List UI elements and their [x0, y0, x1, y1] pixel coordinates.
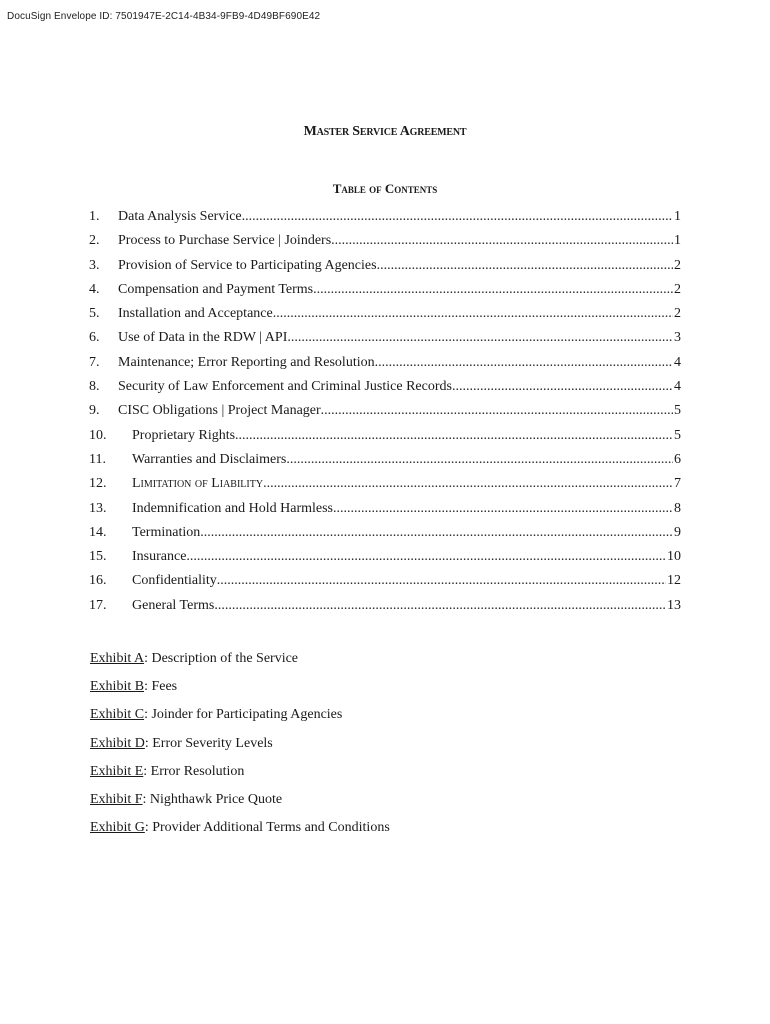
- toc-entry-11[interactable]: [89, 450, 681, 474]
- toc-number: 5.: [89, 306, 100, 322]
- toc-entry-6[interactable]: [89, 328, 681, 352]
- toc-number: 2.: [89, 233, 100, 249]
- toc-number: 16.: [89, 573, 107, 589]
- toc-number: 15.: [89, 549, 107, 565]
- toc-title: CISC Obligations | Project Manager: [118, 403, 321, 419]
- toc-page: 10: [667, 549, 681, 565]
- toc-leader: [263, 474, 673, 494]
- toc-title: Insurance: [132, 549, 187, 565]
- exhibit-d-description: : Error Severity Levels: [144, 735, 273, 751]
- toc-leader: [235, 426, 673, 446]
- exhibit-e-link[interactable]: Exhibit E: [90, 763, 144, 779]
- toc-number: 17.: [89, 597, 107, 613]
- toc-leader: [377, 256, 673, 276]
- toc-leader: [313, 280, 673, 300]
- exhibit-a-description: : Description of the Service: [144, 651, 299, 666]
- toc-page: 4: [674, 379, 681, 395]
- document-title: Master Service Agreement: [303, 124, 467, 139]
- toc-title: Warranties and Disclaimers: [132, 451, 287, 467]
- toc-number: 9.: [89, 403, 100, 419]
- toc-entry-3[interactable]: [89, 256, 681, 280]
- toc-number: 11.: [89, 451, 106, 467]
- toc-leader: [186, 547, 666, 567]
- toc-leader: [287, 328, 673, 348]
- toc-entry-9[interactable]: [89, 401, 681, 425]
- toc-entry-16[interactable]: [89, 571, 681, 595]
- exhibit-d-link[interactable]: Exhibit D: [90, 735, 145, 751]
- toc-entry-5[interactable]: [89, 304, 681, 328]
- toc-title: Termination: [132, 524, 201, 540]
- toc-leader: [286, 450, 673, 470]
- toc-entry-4[interactable]: [89, 280, 681, 304]
- table-of-contents: [89, 207, 681, 620]
- exhibit-g-description: : Provider Additional Terms and Conditions: [144, 820, 390, 836]
- toc-page: 1: [674, 209, 681, 224]
- toc-page: 12: [667, 573, 681, 589]
- toc-title: Proprietary Rights: [132, 427, 236, 443]
- toc-leader: [321, 401, 673, 421]
- toc-title: Data Analysis Service: [118, 209, 242, 224]
- toc-title: Process to Purchase Service | Joinders: [118, 233, 332, 249]
- toc-entry-2[interactable]: [89, 231, 681, 255]
- toc-leader: [242, 207, 673, 227]
- toc-leader: [214, 596, 666, 616]
- toc-leader: [217, 571, 666, 591]
- toc-page: 1: [674, 233, 681, 249]
- toc-page: 7: [674, 476, 681, 492]
- toc-title: Indemnification and Hold Harmless: [132, 500, 334, 516]
- toc-number: 7.: [89, 354, 100, 370]
- exhibit-c: [90, 705, 390, 733]
- toc-leader: [200, 523, 673, 543]
- toc-page: 5: [674, 427, 681, 443]
- toc-number: 6.: [89, 330, 100, 346]
- toc-page: 6: [674, 451, 681, 467]
- exhibit-a-link[interactable]: Exhibit A: [90, 651, 145, 666]
- toc-page: 5: [674, 403, 681, 419]
- toc-entry-12[interactable]: [89, 474, 681, 498]
- toc-entry-14[interactable]: [89, 523, 681, 547]
- exhibit-g: [90, 818, 390, 846]
- toc-entry-15[interactable]: [89, 547, 681, 571]
- toc-page: 13: [667, 597, 681, 613]
- toc-heading: Table of Contents: [332, 181, 438, 196]
- toc-page: 8: [674, 500, 681, 516]
- exhibit-c-description: : Joinder for Participating Agencies: [144, 707, 343, 723]
- toc-entry-7[interactable]: [89, 353, 681, 377]
- toc-page: 2: [674, 257, 681, 273]
- toc-page: 9: [674, 524, 681, 540]
- toc-entry-13[interactable]: [89, 499, 681, 523]
- exhibit-c-link[interactable]: Exhibit C: [90, 707, 145, 723]
- toc-leader: [331, 231, 673, 251]
- exhibit-e-description: : Error Resolution: [143, 763, 245, 779]
- toc-title: Security of Law Enforcement and Criminal Justice Records: [118, 379, 452, 395]
- toc-page: 4: [674, 354, 681, 370]
- toc-number: 8.: [89, 379, 100, 395]
- toc-title: Limitation of Liability: [132, 476, 264, 492]
- exhibit-f: [90, 790, 390, 818]
- toc-page: 2: [674, 281, 681, 297]
- toc-leader: [273, 304, 673, 324]
- exhibit-f-link[interactable]: Exhibit F: [90, 791, 143, 807]
- toc-title: Provision of Service to Participating Agencies: [118, 257, 377, 273]
- toc-entry-10[interactable]: [89, 426, 681, 450]
- exhibit-b-link[interactable]: Exhibit B: [90, 679, 145, 695]
- exhibit-list: [90, 649, 390, 846]
- toc-entry-8[interactable]: [89, 377, 681, 401]
- toc-page: 2: [674, 306, 681, 322]
- toc-number: 3.: [89, 257, 100, 273]
- exhibit-e: [90, 762, 390, 790]
- toc-title: Use of Data in the RDW | API: [118, 330, 288, 346]
- toc-title: Compensation and Payment Terms: [118, 281, 314, 297]
- toc-number: 1.: [89, 209, 100, 224]
- toc-number: 4.: [89, 281, 100, 297]
- exhibit-g-link[interactable]: Exhibit G: [90, 820, 145, 836]
- toc-number: 10.: [89, 427, 107, 443]
- toc-entry-17[interactable]: [89, 596, 681, 620]
- toc-title: Confidentiality: [132, 573, 217, 589]
- toc-number: 14.: [89, 524, 107, 540]
- toc-number: 13.: [89, 500, 107, 516]
- toc-entry-1[interactable]: [89, 207, 681, 231]
- toc-page: 3: [674, 330, 681, 346]
- exhibit-a: [90, 649, 390, 677]
- envelope-id: DocuSign Envelope ID: 7501947E-2C14-4B34-9FB9-4D49BF690E42: [7, 11, 321, 22]
- toc-leader: [375, 353, 673, 373]
- exhibit-b-description: : Fees: [144, 679, 178, 695]
- exhibit-f-description: : Nighthawk Price Quote: [142, 791, 283, 807]
- toc-title: General Terms: [132, 597, 215, 613]
- toc-leader: [452, 377, 673, 397]
- exhibit-d: [90, 734, 390, 762]
- exhibit-b: [90, 677, 390, 705]
- toc-title: Installation and Acceptance: [118, 306, 273, 322]
- toc-title: Maintenance; Error Reporting and Resolution: [118, 354, 375, 370]
- toc-number: 12.: [89, 476, 107, 492]
- toc-leader: [333, 499, 673, 519]
